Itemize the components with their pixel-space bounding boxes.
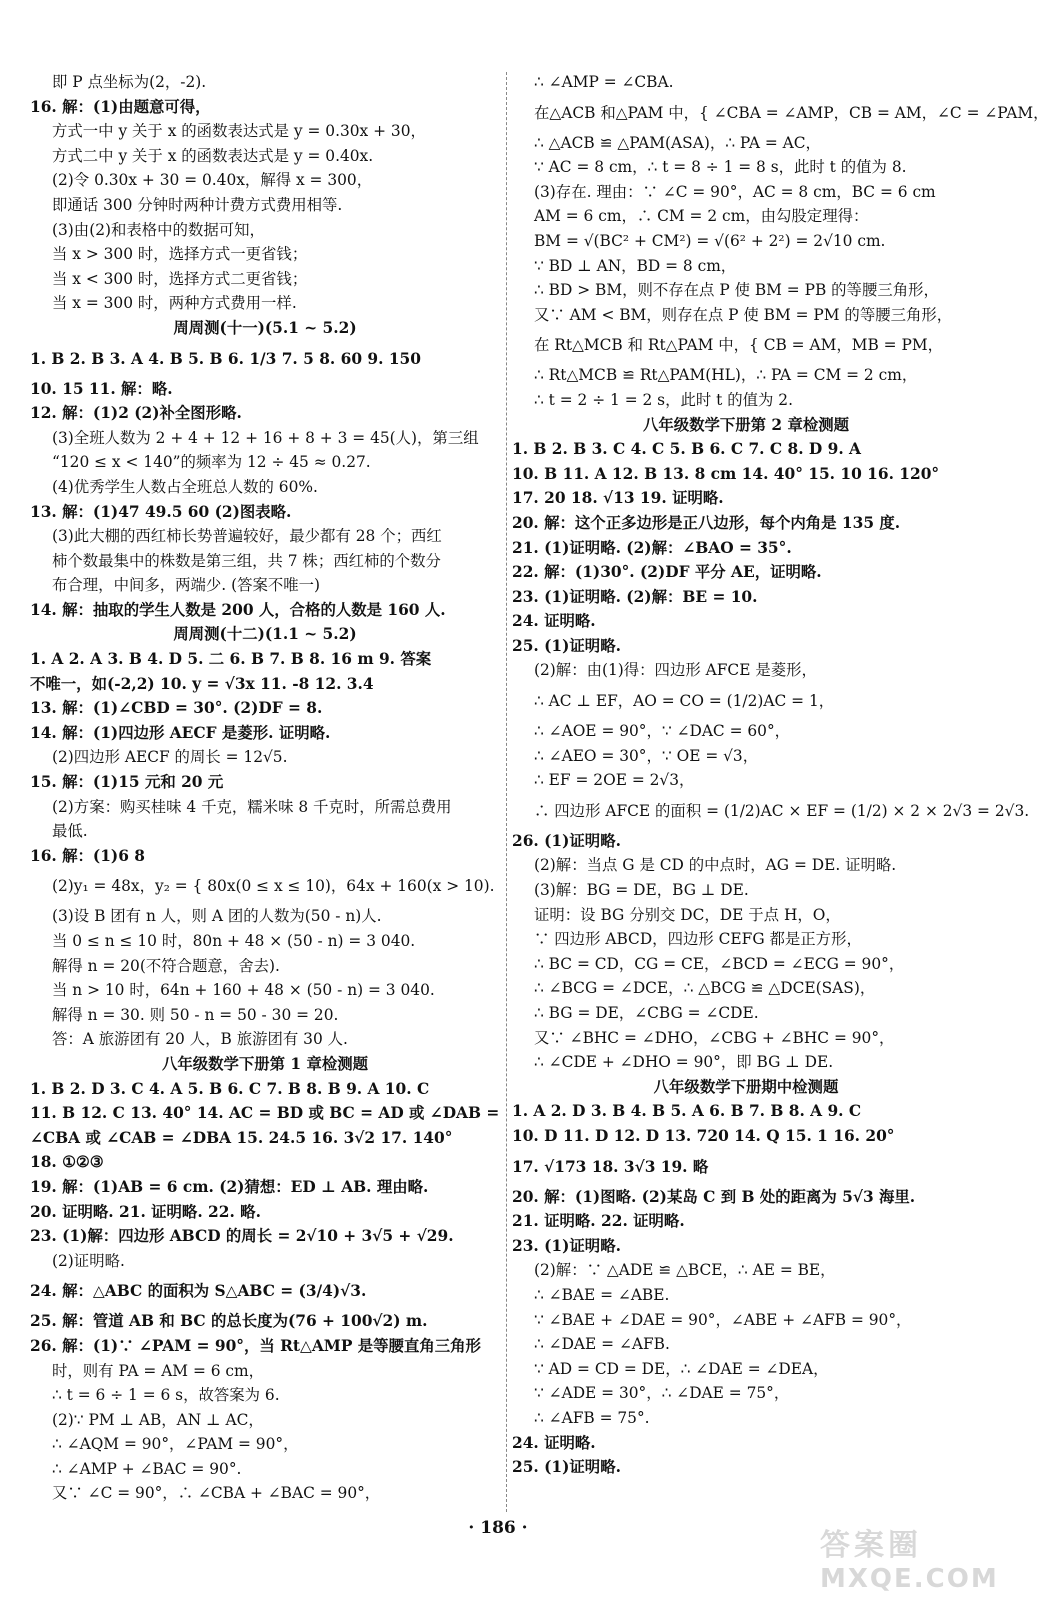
- text-line: ∴ ∠AEO = 30°，∵ OE = √3，: [534, 746, 759, 765]
- text-line: ∴ ∠AMP + ∠BAC = 90°.: [52, 1459, 242, 1478]
- text-line: 在△ACB 和△PAM 中，{ ∠CBA = ∠AMP，CB = AM，∠C = ∠PAM，: [534, 103, 1049, 122]
- text-line: (2)证明略.: [52, 1251, 125, 1270]
- text-line: 23. (1)解：四边形 ABCD 的周长 = 2√10 + 3√5 + √29.: [30, 1227, 454, 1246]
- text-line: (3)此大棚的西红柿长势普遍较好，最少都有 28 个；西红: [52, 527, 442, 546]
- text-line: (2)解：当点 G 是 CD 的中点时，AG = DE. 证明略.: [534, 856, 897, 875]
- text-line: (3)由(2)和表格中的数据可知，: [52, 220, 265, 239]
- text-line: ∠CBA 或 ∠CAB = ∠DBA 15. 24.5 16. 3√2 17. 140°: [30, 1128, 453, 1147]
- text-line: 布合理，中间多，两端少. (答案不唯一): [52, 576, 321, 595]
- text-line: ∴ EF = 2OE = 2√3，: [534, 771, 695, 790]
- text-line: 25. (1)证明略.: [512, 636, 621, 655]
- text-line: 方式二中 y 关于 x 的函数表达式是 y = 0.40x.: [52, 146, 374, 165]
- text-line: 20. 解：(1)图略. (2)某岛 C 到 B 处的距离为 5√3 海里.: [512, 1187, 916, 1206]
- text-line: (2)解：由(1)得：四边形 AFCE 是菱形，: [534, 661, 817, 680]
- right-column: [512, 70, 1049, 1480]
- text-line: ∵ 四边形 ABCD，四边形 CEFG 都是正方形，: [534, 930, 862, 949]
- page-number: · 186 ·: [468, 1518, 528, 1538]
- text-line: 14. 解：(1)四边形 AECF 是菱形. 证明略.: [30, 723, 331, 742]
- text-line: 12. 解：(1)2 (2)补全图形略.: [30, 404, 242, 423]
- text-line: 18. ①②③: [30, 1153, 104, 1172]
- text-line: 又∵ ∠BHC = ∠DHO，∠CBG + ∠BHC = 90°，: [534, 1028, 895, 1047]
- text-line: (2)∵ PM ⊥ AB，AN ⊥ AC，: [52, 1410, 264, 1429]
- text-line: 21. 证明略. 22. 证明略.: [512, 1212, 685, 1231]
- text-line: 当 x > 300 时，选择方式一更省钱；: [52, 245, 308, 264]
- text-line: ∴ ∠AQM = 90°，∠PAM = 90°，: [52, 1435, 299, 1454]
- section-heading: 八年级数学下册期中检测题: [653, 1077, 839, 1096]
- text-line: (3)设 B 团有 n 人，则 A 团的人数为(50 - n)人.: [52, 907, 382, 926]
- text-line: 1. A 2. D 3. B 4. B 5. A 6. B 7. B 8. A 9. C: [512, 1102, 862, 1121]
- text-line: 10. D 11. D 12. D 13. 720 14. Q 15. 1 16. 20°: [512, 1126, 895, 1145]
- section-heading: 八年级数学下册第 2 章检测题: [642, 415, 850, 434]
- text-line: 即通话 300 分钟时两种计费方式费用相等.: [52, 195, 343, 214]
- text-line: 24. 证明略.: [512, 612, 596, 631]
- text-line: ∵ BD ⊥ AN，BD = 8 cm，: [534, 256, 737, 275]
- text-line: 17. √173 18. 3√3 19. 略: [512, 1157, 709, 1176]
- text-line: 1. B 2. D 3. C 4. A 5. B 6. C 7. B 8. B 9. A 10. C: [30, 1079, 430, 1098]
- text-line: 答：A 旅游团有 20 人，B 旅游团有 30 人.: [52, 1030, 348, 1049]
- text-line: 解得 n = 20(不符合题意，舍去).: [52, 956, 280, 975]
- text-line: 1. A 2. A 3. B 4. D 5. 二 6. B 7. B 8. 16 m 9. 答案: [30, 650, 432, 669]
- text-line: ∵ ∠BAE + ∠DAE = 90°，∠ABE + ∠AFB = 90°，: [534, 1310, 912, 1329]
- text-line: 20. 解：这个正多边形是正八边形，每个内角是 135 度.: [512, 513, 901, 532]
- text-line: (2)方案：购买桂味 4 千克，糯米味 8 千克时，所需总费用: [52, 797, 452, 816]
- text-line: 26. (1)证明略.: [512, 831, 621, 850]
- text-line: ∴ ∠AFB = 75°.: [534, 1408, 650, 1427]
- text-line: 11. B 12. C 13. 40° 14. AC = BD 或 BC = AD 或 ∠DAB =: [30, 1104, 500, 1123]
- text-line: 16. 解：(1)由题意可得，: [30, 97, 211, 116]
- text-line: 22. 解：(1)30°. (2)DF 平分 AE，证明略.: [512, 563, 822, 582]
- text-line: 15. 解：(1)15 元和 20 元: [30, 773, 224, 792]
- text-line: ∵ AC = 8 cm，∴ t = 8 ÷ 1 = 8 s，此时 t 的值为 8.: [534, 158, 907, 177]
- text-line: ∴ t = 6 ÷ 1 = 6 s，故答案为 6.: [52, 1386, 280, 1405]
- text-line: 25. 解：管道 AB 和 BC 的总长度为(76 + 100√2) m.: [30, 1312, 428, 1331]
- text-line: 25. (1)证明略.: [512, 1458, 621, 1477]
- text-line: 又∵ AM < BM，则存在点 P 使 BM = PM 的等腰三角形，: [534, 305, 953, 324]
- text-line: (2)四边形 AECF 的周长 = 12√5.: [52, 748, 288, 767]
- text-line: ∴ ∠BAE = ∠ABE.: [534, 1285, 670, 1304]
- text-line: 24. 证明略.: [512, 1433, 596, 1452]
- text-line: 26. 解：(1)∵ ∠PAM = 90°，当 Rt△AMP 是等腰直角三角形: [30, 1336, 481, 1355]
- text-line: 证明：设 BG 分别交 DC，DE 于点 H，O，: [534, 905, 841, 924]
- text-line: 1. B 2. B 3. A 4. B 5. B 6. 1/3 7. 5 8. 60 9. 150: [30, 349, 421, 368]
- text-line: ∴ ∠CDE + ∠DHO = 90°，即 BG ⊥ DE.: [534, 1053, 834, 1072]
- text-line: 19. 解：(1)AB = 6 cm. (2)猜想：ED ⊥ AB. 理由略.: [30, 1177, 429, 1196]
- section-heading: 周周测(十一)(5.1 ~ 5.2): [173, 318, 357, 337]
- text-line: 最低.: [52, 822, 88, 841]
- text-line: (3)全班人数为 2 + 4 + 12 + 16 + 8 + 3 = 45(人)，第三组: [52, 428, 479, 447]
- text-line: ∴ ∠BCG = ∠DCE，∴ △BCG ≌ △DCE(SAS)，: [534, 979, 876, 998]
- text-line: ∴ BD > BM，则不存在点 P 使 BM = PB 的等腰三角形，: [534, 281, 939, 300]
- section-heading: 周周测(十二)(1.1 ~ 5.2): [173, 625, 357, 644]
- text-line: ∴ 四边形 AFCE 的面积 = (1/2)AC × EF = (1/2) × 2 × 2√3 = 2√3.: [534, 801, 1030, 820]
- text-line: 13. 解：(1)47 49.5 60 (2)图表略.: [30, 502, 292, 521]
- text-line: 13. 解：(1)∠CBD = 30°. (2)DF = 8.: [30, 699, 323, 718]
- watermark-text-bottom: MXQE.COM: [820, 1564, 999, 1594]
- text-line: (2)解：∵ △ADE ≌ △BCE，∴ AE = BE，: [534, 1261, 836, 1280]
- text-line: 又∵ ∠C = 90°，∴ ∠CBA + ∠BAC = 90°，: [52, 1484, 381, 1503]
- text-line: 10. B 11. A 12. B 13. 8 cm 14. 40° 15. 10 16. 120°: [512, 464, 940, 483]
- text-line: (2)令 0.30x + 30 = 0.40x，解得 x = 300，: [52, 171, 373, 190]
- text-line: 在 Rt△MCB 和 Rt△PAM 中，{ CB = AM，MB = PM，: [534, 336, 943, 355]
- text-line: 当 n > 10 时，64n + 160 + 48 × (50 - n) = 3 040.: [52, 981, 435, 1000]
- text-line: ∵ AD = CD = DE，∴ ∠DAE = ∠DEA，: [534, 1359, 829, 1378]
- text-line: 23. (1)证明略.: [512, 1236, 621, 1255]
- text-line: 当 x = 300 时，两种方式费用一样.: [52, 294, 297, 313]
- left-column: [30, 70, 500, 1506]
- text-line: 14. 解：抽取的学生人数是 200 人，合格的人数是 160 人.: [30, 600, 446, 619]
- text-line: 当 x < 300 时，选择方式二更省钱；: [52, 269, 308, 288]
- text-line: 柿个数最集中的株数是第三组，共 7 株；西红柿的个数分: [52, 551, 441, 570]
- text-line: 方式一中 y 关于 x 的函数表达式是 y = 0.30x + 30，: [52, 122, 426, 141]
- text-line: 解得 n = 30. 则 50 - n = 50 - 30 = 20.: [52, 1005, 339, 1024]
- text-line: 20. 证明略. 21. 证明略. 22. 略.: [30, 1202, 261, 1221]
- text-line: 23. (1)证明略. (2)解：BE = 10.: [512, 587, 758, 606]
- text-line: ∵ ∠ADE = 30°，∴ ∠DAE = 75°，: [534, 1384, 790, 1403]
- text-line: 10. 15 11. 解：略.: [30, 379, 173, 398]
- text-line: AM = 6 cm，∴ CM = 2 cm，由勾股定理得：: [534, 207, 869, 226]
- watermark-logo: [820, 1520, 999, 1594]
- text-line: ∴ △ACB ≌ △PAM(ASA)，∴ PA = AC，: [534, 133, 821, 152]
- text-line: (3)解：BG = DE，BG ⊥ DE.: [534, 881, 749, 900]
- section-heading: 八年级数学下册第 1 章检测题: [161, 1054, 369, 1073]
- text-line: 16. 解：(1)6 8: [30, 846, 145, 865]
- text-line: (4)优秀学生人数占全班总人数的 60%.: [52, 477, 318, 496]
- text-line: 即 P 点坐标为(2，-2).: [52, 73, 207, 91]
- watermark-text-top: 答案圈: [820, 1528, 922, 1563]
- text-line: 时，则有 PA = AM = 6 cm，: [52, 1361, 265, 1380]
- text-line: ∴ Rt△MCB ≌ Rt△PAM(HL)，∴ PA = CM = 2 cm，: [534, 366, 918, 385]
- text-line: ∴ AC ⊥ EF，AO = CO = (1/2)AC = 1，: [534, 692, 835, 711]
- text-line: ∴ ∠AOE = 90°，∵ ∠DAC = 60°，: [534, 722, 791, 741]
- text-line: 17. 20 18. √13 19. 证明略.: [512, 489, 724, 508]
- text-line: (2)y₁ = 48x，y₂ = { 80x(0 ≤ x ≤ 10)，64x + 160(x > 10).: [52, 877, 495, 896]
- text-line: “120 ≤ x < 140”的频率为 12 ÷ 45 ≈ 0.27.: [52, 453, 371, 472]
- column-divider: [506, 72, 508, 1512]
- text-line: 24. 解：△ABC 的面积为 S△ABC = (3/4)√3.: [30, 1282, 367, 1301]
- text-line: ∴ ∠DAE = ∠AFB.: [534, 1335, 670, 1354]
- text-line: 不唯一，如(-2,2) 10. y = √3x 11. -8 12. 3.4: [30, 674, 374, 693]
- text-line: 1. B 2. B 3. C 4. C 5. B 6. C 7. C 8. D 9. A: [512, 440, 862, 459]
- text-line: ∴ BC = CD，CG = CE，∠BCD = ∠ECG = 90°，: [534, 954, 905, 973]
- text-line: ∴ t = 2 ÷ 1 = 2 s，此时 t 的值为 2.: [534, 390, 793, 409]
- text-line: (3)存在. 理由：∵ ∠C = 90°，AC = 8 cm，BC = 6 cm: [534, 182, 936, 201]
- text-line: 当 0 ≤ n ≤ 10 时，80n + 48 × (50 - n) = 3 040.: [52, 932, 416, 950]
- text-line: BM = √(BC² + CM²) = √(6² + 2²) = 2√10 cm.: [534, 231, 886, 250]
- text-line: ∴ BG = DE，∠CBG = ∠CDE.: [534, 1004, 759, 1022]
- text-line: 21. (1)证明略. (2)解：∠BAO = 35°.: [512, 538, 792, 557]
- text-line: ∴ ∠AMP = ∠CBA.: [534, 73, 674, 91]
